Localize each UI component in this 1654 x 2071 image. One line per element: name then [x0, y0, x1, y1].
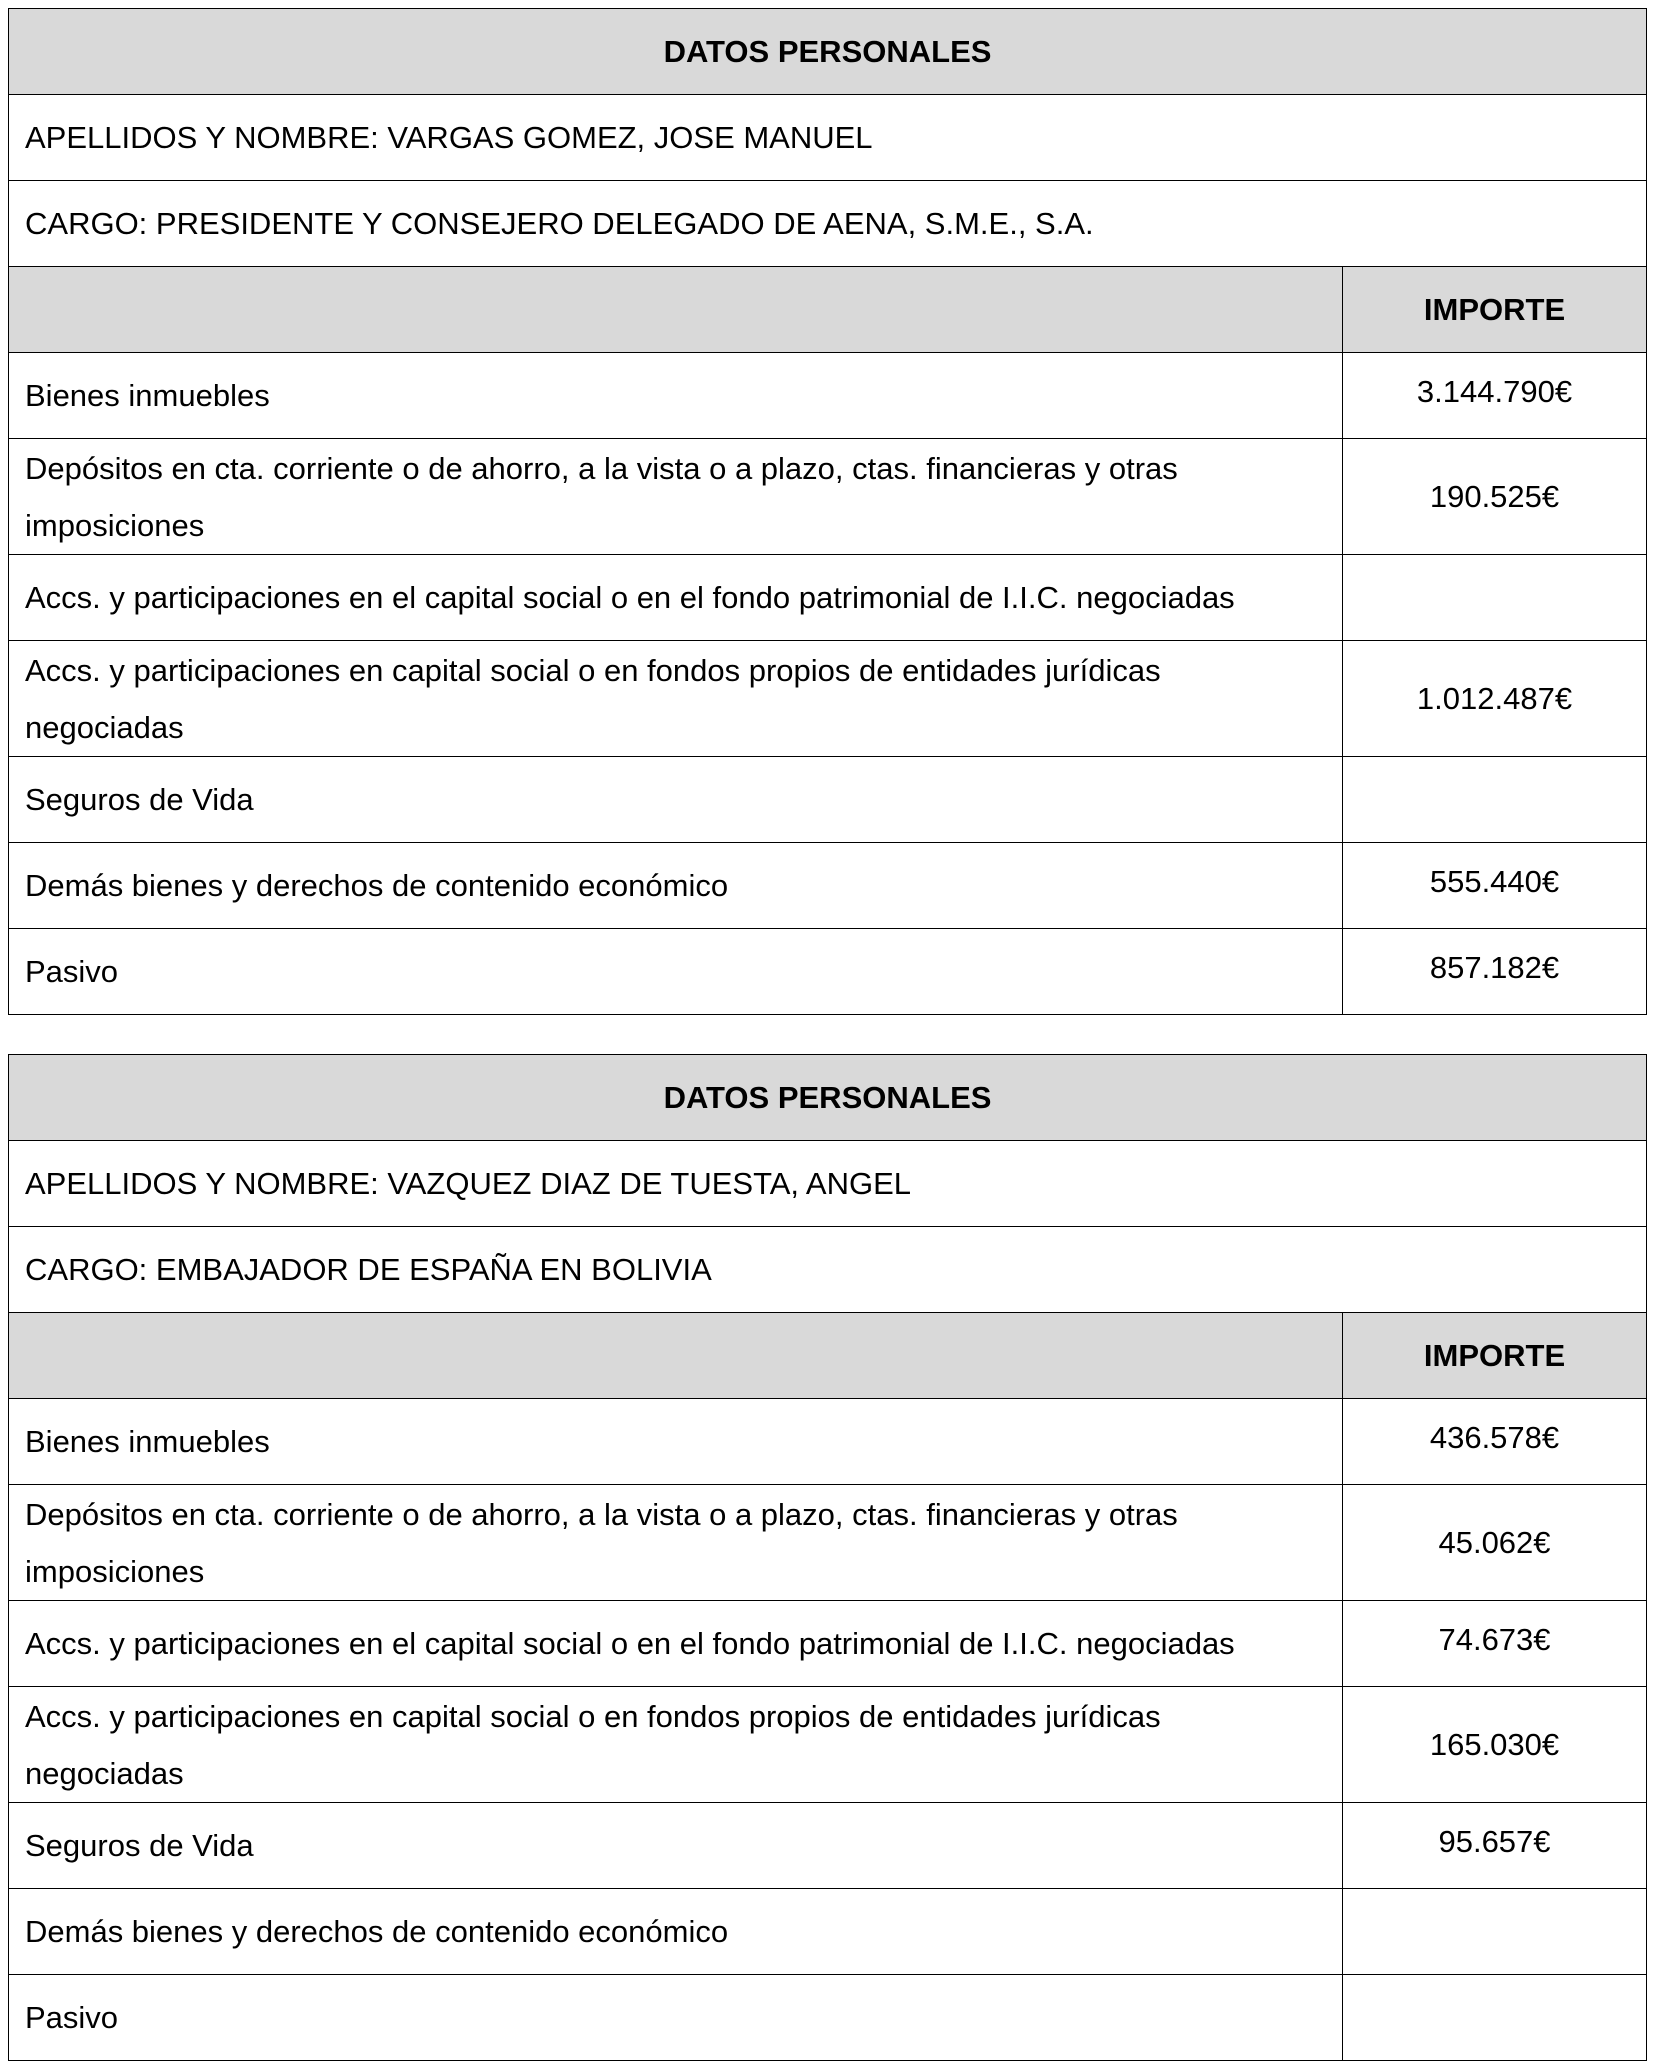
amount-cell: 74.673€ [1343, 1601, 1647, 1687]
cargo-line: CARGO: PRESIDENTE Y CONSEJERO DELEGADO DE AENA, S.M.E., S.A. [9, 181, 1647, 267]
asset-declaration-table-1 [8, 8, 1646, 1015]
amount-cell: 45.062€ [1343, 1485, 1647, 1601]
header-row [9, 1055, 1647, 1141]
table-row [9, 1399, 1647, 1485]
table-row [9, 641, 1647, 757]
concept-cell: Seguros de Vida [9, 757, 1343, 843]
column-header-row [9, 1313, 1647, 1399]
amount-cell [1343, 757, 1647, 843]
concept-cell: Accs. y participaciones en capital social o en fondos propios de entidades jurídicas negociadas [9, 641, 1343, 757]
table-row [9, 1687, 1647, 1803]
concept-cell: Pasivo [9, 1975, 1343, 2061]
amount-cell: 95.657€ [1343, 1803, 1647, 1889]
table-row [9, 1975, 1647, 2061]
concept-cell: Accs. y participaciones en capital social o en fondos propios de entidades jurídicas negociadas [9, 1687, 1343, 1803]
amount-cell: 190.525€ [1343, 439, 1647, 555]
amount-cell: 555.440€ [1343, 843, 1647, 929]
asset-table [8, 1054, 1647, 2061]
concept-column-header [9, 1313, 1343, 1399]
name-line: APELLIDOS Y NOMBRE: VARGAS GOMEZ, JOSE MANUEL [9, 95, 1647, 181]
concept-cell: Bienes inmuebles [9, 353, 1343, 439]
amount-cell [1343, 555, 1647, 641]
concept-cell: Accs. y participaciones en el capital social o en el fondo patrimonial de I.I.C. negociadas [9, 1601, 1343, 1687]
section-header: DATOS PERSONALES [9, 9, 1647, 95]
table-row [9, 555, 1647, 641]
cargo-line: CARGO: EMBAJADOR DE ESPAÑA EN BOLIVIA [9, 1227, 1647, 1313]
concept-cell: Seguros de Vida [9, 1803, 1343, 1889]
amount-cell: 1.012.487€ [1343, 641, 1647, 757]
table-row [9, 843, 1647, 929]
cargo-row [9, 181, 1647, 267]
table-row [9, 1803, 1647, 1889]
concept-column-header [9, 267, 1343, 353]
column-header-row [9, 267, 1647, 353]
importe-column-header: IMPORTE [1343, 1313, 1647, 1399]
name-line: APELLIDOS Y NOMBRE: VAZQUEZ DIAZ DE TUESTA, ANGEL [9, 1141, 1647, 1227]
table-row [9, 439, 1647, 555]
concept-cell: Accs. y participaciones en el capital social o en el fondo patrimonial de I.I.C. negociadas [9, 555, 1343, 641]
section-header: DATOS PERSONALES [9, 1055, 1647, 1141]
asset-declaration-table-2 [8, 1054, 1646, 2061]
amount-cell: 436.578€ [1343, 1399, 1647, 1485]
concept-cell: Demás bienes y derechos de contenido económico [9, 843, 1343, 929]
table-row [9, 929, 1647, 1015]
concept-cell: Bienes inmuebles [9, 1399, 1343, 1485]
amount-cell: 857.182€ [1343, 929, 1647, 1015]
amount-cell: 165.030€ [1343, 1687, 1647, 1803]
importe-column-header: IMPORTE [1343, 267, 1647, 353]
concept-cell: Demás bienes y derechos de contenido económico [9, 1889, 1343, 1975]
name-row [9, 95, 1647, 181]
concept-cell: Pasivo [9, 929, 1343, 1015]
concept-cell: Depósitos en cta. corriente o de ahorro, a la vista o a plazo, ctas. financieras y otras imposiciones [9, 439, 1343, 555]
table-row [9, 757, 1647, 843]
table-row [9, 353, 1647, 439]
amount-cell [1343, 1975, 1647, 2061]
header-row [9, 9, 1647, 95]
cargo-row [9, 1227, 1647, 1313]
table-row [9, 1601, 1647, 1687]
concept-cell: Depósitos en cta. corriente o de ahorro, a la vista o a plazo, ctas. financieras y otras imposiciones [9, 1485, 1343, 1601]
asset-table [8, 8, 1647, 1015]
table-row [9, 1485, 1647, 1601]
table-row [9, 1889, 1647, 1975]
amount-cell [1343, 1889, 1647, 1975]
amount-cell: 3.144.790€ [1343, 353, 1647, 439]
name-row [9, 1141, 1647, 1227]
